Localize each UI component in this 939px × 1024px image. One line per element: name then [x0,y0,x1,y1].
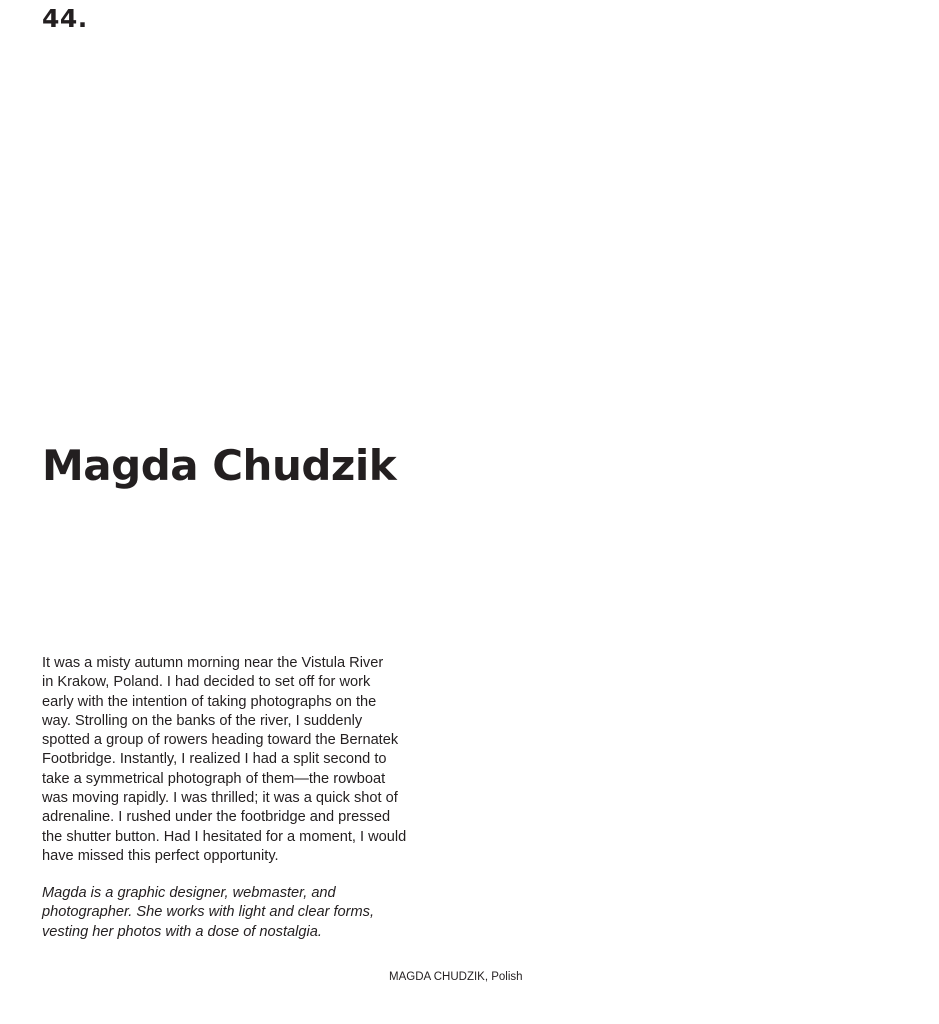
story-line: way. Strolling on the banks of the river, I suddenly [42,712,363,729]
page-number: 44. [42,4,88,33]
story-line: spotted a group of rowers heading toward the Bernatek [42,732,399,749]
story-line: adrenaline. I rushed under the footbridge and pressed [42,809,391,826]
story-line: have missed this perfect opportunity. [42,847,279,864]
story-line: early with the intention of taking photographs on the [42,693,377,710]
story-line: the shutter button. Had I hesitated for a moment, I would [42,828,407,845]
story-paragraph [42,654,452,866]
story-line: take a symmetrical photograph of them—the rowboat [42,770,386,787]
bio-paragraph [42,884,452,942]
bio-line: Magda is a graphic designer, webmaster, and [42,885,336,901]
bio-line: vesting her photos with a dose of nostalgia. [42,923,322,940]
photographer-name-heading: Magda Chudzik [42,441,397,490]
story-line: in Krakow, Poland. I had decided to set off for work [42,674,371,691]
photo-credit: MAGDA CHUDZIK, Polish [389,971,523,983]
bio-line: photographer. She works with light and clear forms, [42,904,375,921]
story-line: Footbridge. Instantly, I realized I had a split second to [42,751,387,768]
story-line: It was a misty autumn morning near the Vistula River [42,655,384,671]
story-line: was moving rapidly. I was thrilled; it was a quick shot of [42,790,398,807]
